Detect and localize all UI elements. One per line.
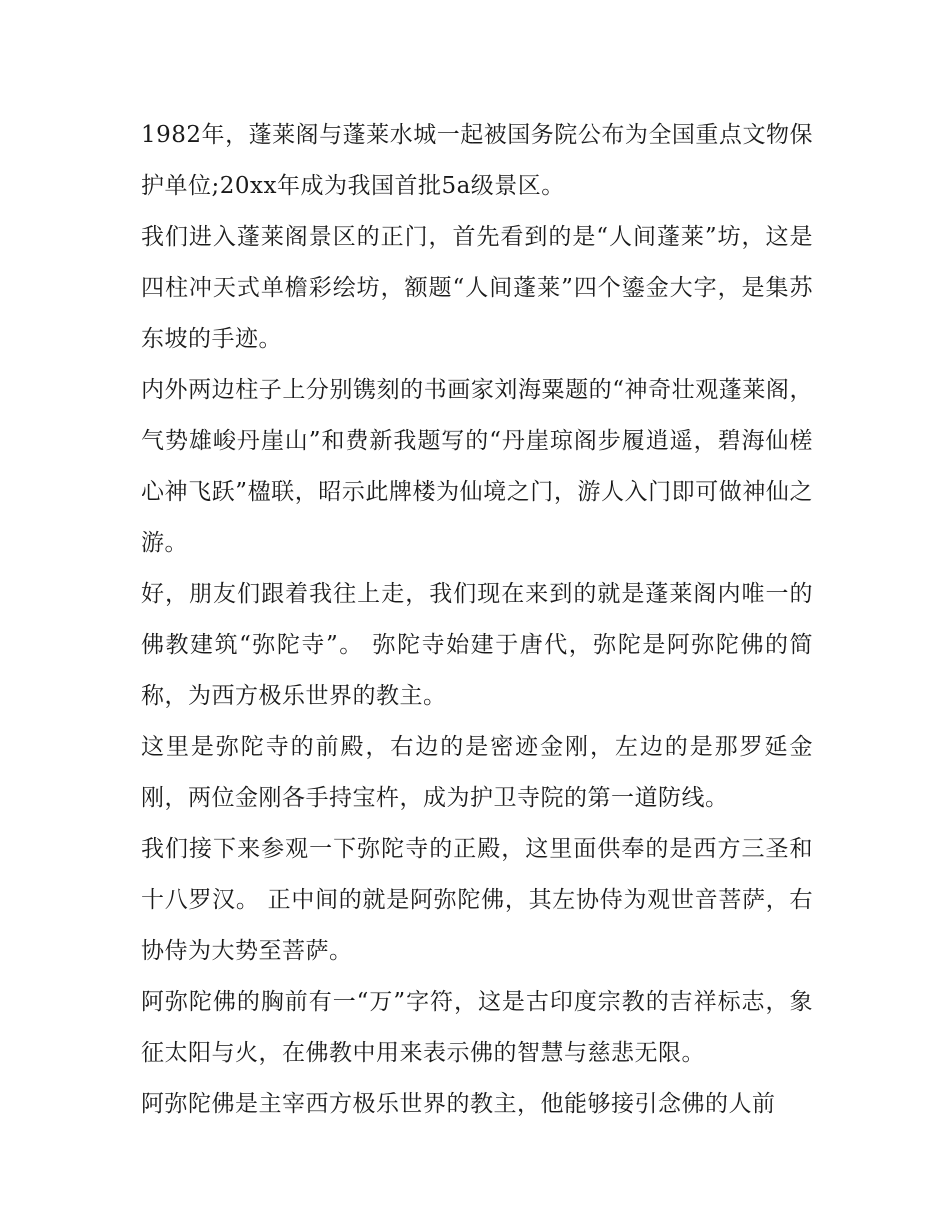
paragraph-8: 阿弥陀佛是主宰西方极乐世界的教主，他能够接引念佛的人前: [141, 1091, 776, 1117]
paragraph-2: 我们进入蓬莱阁景区的正门，首先看到的是“人间蓬莱”坊，这是四柱冲天式单檐彩绘坊，额题“人间蓬莱”四个鎏金大字，是集苏东坡的手迹。: [141, 224, 813, 352]
paragraph-4: 好，朋友们跟着我往上走，我们现在来到的就是蓬莱阁内唯一的佛教建筑“弥陀寺”。 弥陀寺始建于唐代，弥陀是阿弥陀佛的简称，为西方极乐世界的教主。: [141, 581, 813, 709]
paragraph-5: 这里是弥陀寺的前殿，右边的是密迹金刚，左边的是那罗延金刚，两位金刚各手持宝杵，成为护卫寺院的第一道防线。: [141, 734, 813, 811]
paragraph-6: 我们接下来参观一下弥陀寺的正殿，这里面供奉的是西方三圣和十八罗汉。 正中间的就是阿弥陀佛，其左协侍为观世音菩萨，右协侍为大势至菩萨。: [141, 836, 813, 964]
paragraph-1: 1982年，蓬莱阁与蓬莱水城一起被国务院公布为全国重点文物保护单位;20xx年成为我国首批5a级景区。: [141, 122, 813, 199]
paragraph-3: 内外两边柱子上分别镌刻的书画家刘海粟题的“神奇壮观蓬莱阁，气势雄峻丹崖山”和费新我题写的“丹崖琼阁步履逍遥，碧海仙槎心神飞跃”楹联，昭示此牌楼为仙境之门，游人入门即可做神仙之游。: [141, 377, 813, 556]
paragraph-7: 阿弥陀佛的胸前有一“万”字符，这是古印度宗教的吉祥标志，象征太阳与火，在佛教中用来表示佛的智慧与慈悲无限。: [141, 989, 813, 1066]
document-body: [141, 110, 813, 1130]
